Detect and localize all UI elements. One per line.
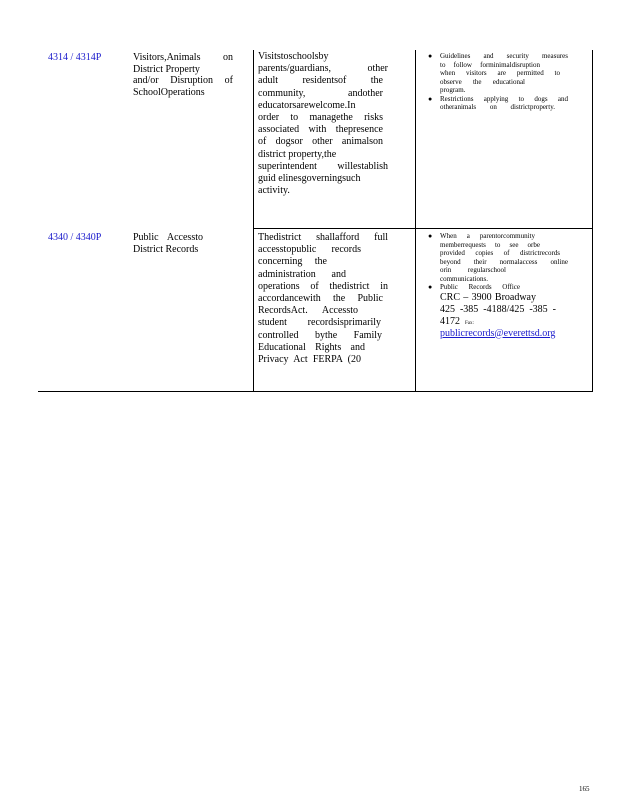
note-item (428, 95, 568, 112)
description-line: community, andother (258, 87, 383, 99)
description-line: student recordsisprimarily (258, 317, 381, 329)
policy-notes (428, 52, 568, 112)
bullet-icon: ● (428, 52, 433, 60)
description-line: of dogsor other animalson (258, 136, 383, 148)
description-line: RecordsAct. Accessto (258, 305, 358, 317)
policy-code[interactable] (48, 52, 101, 64)
code-separator: / (68, 52, 76, 63)
description-line: educatorsarewelcome.In (258, 99, 356, 111)
description-line: controlled bythe Family (258, 329, 382, 341)
address-line: CRC – 3900 Broadway (440, 291, 536, 303)
fax-label: Fax: (465, 320, 474, 326)
column-divider (253, 50, 254, 392)
note-line: orin regularschool (440, 266, 506, 274)
note-item (428, 232, 568, 283)
title-line: Visitors,Animals on (133, 52, 233, 63)
note-line: program. (440, 86, 466, 94)
title-line: and/or Disruption of (133, 75, 233, 86)
code-separator: / (68, 232, 76, 243)
table-right-border (592, 50, 593, 392)
policy-description (258, 51, 388, 197)
description-line: accordancewith the Public (258, 293, 383, 305)
note-item (428, 52, 568, 95)
bullet-icon: ● (428, 283, 433, 291)
note-line: to follow forminimaldisruption (440, 60, 540, 69)
note-line: observe the educational (440, 77, 525, 86)
description-line: superintendent willestablish (258, 160, 388, 172)
description-line: concerning the (258, 256, 327, 268)
note-line: When a parentorcommunity (440, 232, 535, 240)
description-line: adult residentsof the (258, 75, 383, 87)
note-line: Restrictions applying to dogs and (440, 94, 568, 103)
note-line: provided copies of districtrecords (440, 249, 560, 257)
title-line: Public Accessto (133, 232, 203, 243)
description-line: accesstopublic records (258, 244, 361, 256)
address-line: 425 -385 -4188/425 -385 - (440, 303, 556, 315)
policy-notes (428, 232, 568, 338)
policy-code-procedure[interactable]: 4314P (75, 52, 102, 63)
page-number: 165 (579, 785, 590, 793)
title-line: District Property (133, 63, 200, 75)
description-line: associated with thepresence (258, 124, 383, 136)
phone-extension: 4172 (440, 315, 460, 327)
column-divider (415, 50, 416, 392)
policy-code[interactable] (48, 232, 101, 244)
note-line: memberrequests to see orbe (440, 240, 540, 249)
description-line: operations of thedistrict in (258, 280, 388, 292)
policy-description (258, 232, 388, 366)
description-line: Thedistrict shallafford full (258, 232, 388, 243)
bullet-icon: ● (428, 94, 433, 103)
row-divider (253, 228, 593, 229)
policy-title (133, 52, 233, 98)
policy-code-primary[interactable]: 4314 (48, 52, 68, 63)
policy-code-primary[interactable]: 4340 (48, 232, 68, 243)
description-line: district property,the (258, 148, 337, 160)
description-line: Privacy Act FERPA (20 (258, 354, 361, 366)
description-line: order to managethe risks (258, 112, 383, 124)
policy-code-procedure[interactable]: 4340P (75, 232, 102, 243)
note-line: communications. (440, 274, 489, 283)
note-line: Guidelines and security measures (440, 52, 568, 60)
email-link[interactable]: publicrecords@everettsd.org (440, 327, 556, 339)
policy-title (133, 232, 203, 255)
description-line: guid elinesgoverningsuch (258, 173, 361, 185)
office-address (440, 292, 568, 330)
title-line: District Records (133, 243, 199, 255)
description-line: Visitstoschoolsby (258, 51, 329, 62)
title-line: SchoolOperations (133, 86, 205, 98)
description-line: Educational Rights and (258, 341, 365, 353)
description-line: parents/guardians, other (258, 63, 388, 75)
note-line: when visitors are permitted to (440, 69, 560, 77)
note-line: beyond their normalaccess online (440, 257, 568, 266)
table-bottom-border (38, 391, 593, 392)
note-line: Public Records Office (440, 283, 520, 291)
bullet-icon: ● (428, 232, 433, 240)
note-item (428, 283, 568, 338)
note-line: otheranimals on districtproperty. (440, 103, 555, 111)
description-line: activity. (258, 185, 290, 197)
description-line: administration and (258, 268, 346, 280)
